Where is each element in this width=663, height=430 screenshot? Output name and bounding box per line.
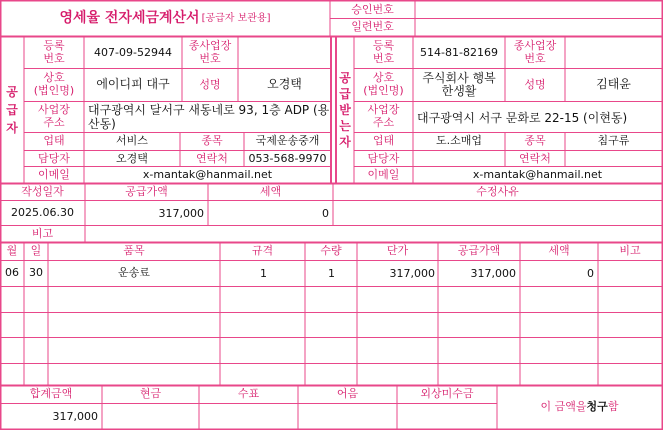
col-month: 월 <box>6 244 18 258</box>
invoice-title: 영세율 전자세금계산서 <box>59 10 200 27</box>
note-label: 비고 <box>31 226 54 240</box>
bill-label: 어음 <box>336 387 359 401</box>
approval-no-value <box>415 1 662 19</box>
supplier-side-label: 공 급 자 <box>6 85 18 135</box>
supplier-manager: 오경택 <box>116 151 148 165</box>
reason-value <box>333 201 662 225</box>
buyer-phone-label: 연락처 <box>519 151 551 165</box>
buyer-manager-label: 담당자 <box>367 151 400 165</box>
supplier-biz-item-label: 종목 <box>201 134 223 148</box>
supplier-email: x-mantak@hanmail.net <box>142 167 273 181</box>
supplier-reg-no-label: 등록 번호 <box>43 39 65 65</box>
supplier-ceo: 오경택 <box>267 77 302 92</box>
item-row-spec: 1 <box>260 267 267 280</box>
bill-value <box>298 404 397 429</box>
total-label: 합계금액 <box>29 387 73 401</box>
buyer-email-label: 이메일 <box>367 167 400 181</box>
cash-value <box>102 404 199 429</box>
buyer-ceo-label: 성명 <box>524 77 546 91</box>
supplier-address-label: 사업장 주소 <box>38 103 70 129</box>
buyer-company: 주식회사 행복 한생활 <box>422 70 496 98</box>
supply-value: 317,000 <box>158 206 204 220</box>
item-row-note <box>598 261 662 286</box>
supplier-branch-no <box>238 37 331 69</box>
credit-value <box>397 404 497 429</box>
buyer-reg-no: 514-81-82169 <box>420 45 498 59</box>
supplier-email-label: 이메일 <box>38 167 70 181</box>
buyer-phone <box>565 151 662 167</box>
date-value: 2025.06.30 <box>11 205 74 219</box>
supplier-company: 에이디피 대구 <box>96 77 170 92</box>
claim-post: 함 <box>607 400 619 414</box>
tax-label: 세액 <box>259 184 282 198</box>
note-value <box>85 226 662 242</box>
item-row-month: 06 <box>5 266 19 280</box>
buyer-reg-no-label: 등록 번호 <box>372 39 395 65</box>
item-row-qty: 1 <box>328 267 335 280</box>
supplier-address: 대구광역시 달서구 새동네로 93, 1층 ADP (용산동) <box>88 102 330 131</box>
supplier-biz-item: 국제운송중개 <box>255 134 320 148</box>
reason-label: 수정사유 <box>476 184 519 198</box>
col-tax: 세액 <box>548 244 570 258</box>
serial-no-label: 일련번호 <box>351 20 394 34</box>
col-spec: 규격 <box>251 244 274 258</box>
item-row-unit-price: 317,000 <box>389 267 435 280</box>
col-unit-price: 단가 <box>386 244 409 258</box>
total-value: 317,000 <box>52 410 98 423</box>
supplier-ceo-label: 성명 <box>199 77 221 91</box>
claim-pre: 이 금액을 <box>540 400 587 414</box>
serial-no-value <box>415 19 662 36</box>
invoice-title-sub: [공급자 보관용] <box>201 12 271 24</box>
buyer-branch-label: 종사업장 번호 <box>513 39 557 65</box>
item-row-supply: 317,000 <box>470 267 516 280</box>
tax-value: 0 <box>322 206 329 220</box>
buyer-address-label: 사업장 주소 <box>367 103 400 129</box>
claim-word: 청구 <box>586 400 608 414</box>
approval-no-label: 승인번호 <box>351 2 394 16</box>
item-row-name: 운송료 <box>118 266 150 280</box>
supplier-company-label: 상호 (법인명) <box>33 71 75 97</box>
credit-label: 외상미수금 <box>420 387 474 401</box>
buyer-address: 대구광역시 서구 문화로 22-15 (이현동) <box>417 110 628 125</box>
invoice-title-block <box>0 2 330 35</box>
supplier-biz-type-label: 업태 <box>43 134 65 148</box>
supplier-biz-type: 서비스 <box>116 134 148 148</box>
buyer-company-label: 상호 (법인명) <box>363 71 404 97</box>
buyer-biz-type: 도.소매업 <box>435 134 482 148</box>
col-supply: 공급가액 <box>457 244 501 258</box>
buyer-email: x-mantak@hanmail.net <box>472 167 603 181</box>
buyer-biz-type-label: 업태 <box>372 134 395 148</box>
buyer-manager <box>413 151 505 167</box>
col-note: 비고 <box>619 244 641 258</box>
check-value <box>199 404 298 429</box>
buyer-ceo: 김태윤 <box>596 77 631 92</box>
supply-label: 공급가액 <box>125 184 168 198</box>
item-row-tax: 0 <box>587 267 594 280</box>
col-qty: 수량 <box>320 244 342 258</box>
col-item: 품목 <box>123 244 145 258</box>
buyer-branch-no <box>565 37 662 69</box>
cash-label: 현금 <box>139 387 162 401</box>
supplier-branch-label: 종사업장 번호 <box>188 39 232 65</box>
buyer-biz-item-label: 종목 <box>524 134 546 148</box>
col-day: 일 <box>30 244 42 258</box>
claim-statement <box>497 386 662 429</box>
date-label: 작성일자 <box>21 184 64 198</box>
supplier-phone: 053-568-9970 <box>248 151 327 165</box>
buyer-side-label: 공 급 받 는 자 <box>339 70 351 150</box>
supplier-reg-no: 407-09-52944 <box>94 45 172 59</box>
item-row-day: 30 <box>29 266 43 280</box>
buyer-biz-item: 침구류 <box>597 134 630 148</box>
supplier-manager-label: 담당자 <box>38 151 70 165</box>
supplier-phone-label: 연락처 <box>196 151 228 165</box>
check-label: 수표 <box>237 387 260 401</box>
